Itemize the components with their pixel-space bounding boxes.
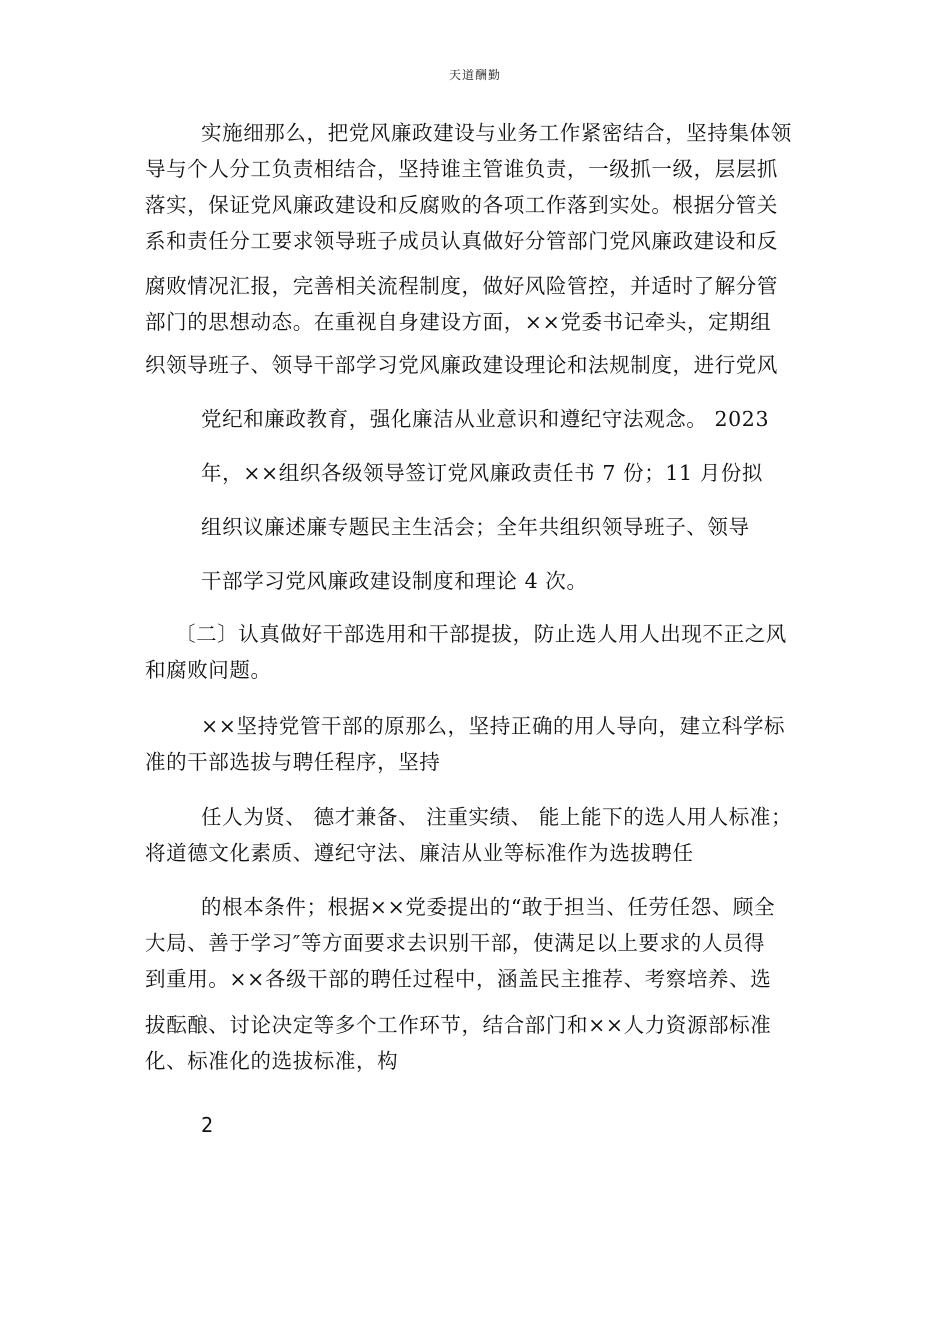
- text-line: 落实，保证党风廉政建设和反腐败的各项工作落到实处。根据分管关: [145, 193, 778, 217]
- text-line: ××坚持党管干部的原那么，坚持正确的用人导向，建立科学标: [201, 714, 786, 738]
- text-line: 腐败情况汇报，完善相关流程制度，做好风险管控，并适时了解分管: [145, 274, 778, 298]
- text-line: 实施细那么，把党风廉政建设与业务工作紧密结合，坚持集体领: [201, 121, 792, 145]
- page-number: 2: [201, 1113, 214, 1137]
- section-heading: 和腐败问题。: [145, 658, 272, 682]
- text-line: 年，××组织各级领导签订党风廉政责任书 7 份；11 月份拟: [201, 461, 764, 485]
- text-line: 导与个人分工负责相结合，坚持谁主管谁负责，一级抓一级，层层抓: [145, 157, 778, 181]
- page-header: 天道酬勤: [448, 68, 501, 82]
- text-line: 干部学习党风廉政建设制度和理论 4 次。: [201, 569, 588, 593]
- text-line: 任人为贤、 德才兼备、 注重实绩、 能上能下的选人用人标准；: [201, 805, 793, 829]
- text-line: 系和责任分工要求领导班子成员认真做好分管部门党风廉政建设和反: [145, 229, 778, 253]
- text-line: 部门的思想动态。在重视自身建设方面，××党委书记牵头，定期组: [145, 310, 772, 334]
- text-line: 准的干部选拔与聘任程序，坚持: [145, 750, 441, 774]
- text-line: 织领导班子、领导干部学习党风廉政建设理论和法规制度，进行党风: [145, 353, 778, 377]
- text-line: 到重用。××各级干部的聘任过程中，涵盖民主推荐、考察培养、选: [145, 967, 772, 991]
- section-heading: 〔二〕认真做好干部选用和干部提拔，防止选人用人出现不正之风: [175, 622, 787, 646]
- text-line: 组织议廉述廉专题民主生活会；全年共组织领导班子、领导: [201, 515, 750, 539]
- text-line: 将道德文化素质、遵纪守法、廉洁从业等标准作为选拔聘任: [145, 841, 694, 865]
- text-line: 拔酝酿、讨论决定等多个工作环节，结合部门和××人力资源部标准: [145, 1013, 772, 1037]
- text-line: 的根本条件；根据××党委提出的“敢于担当、任劳任怨、顾全: [201, 895, 776, 919]
- text-line: 化、标准化的选拔标准，构: [145, 1049, 399, 1073]
- text-line: 大局、善于学习″等方面要求去识别干部，使满足以上要求的人员得: [145, 931, 766, 955]
- text-line: 党纪和廉政教育，强化廉洁从业意识和遵纪守法观念。 2023: [201, 407, 770, 431]
